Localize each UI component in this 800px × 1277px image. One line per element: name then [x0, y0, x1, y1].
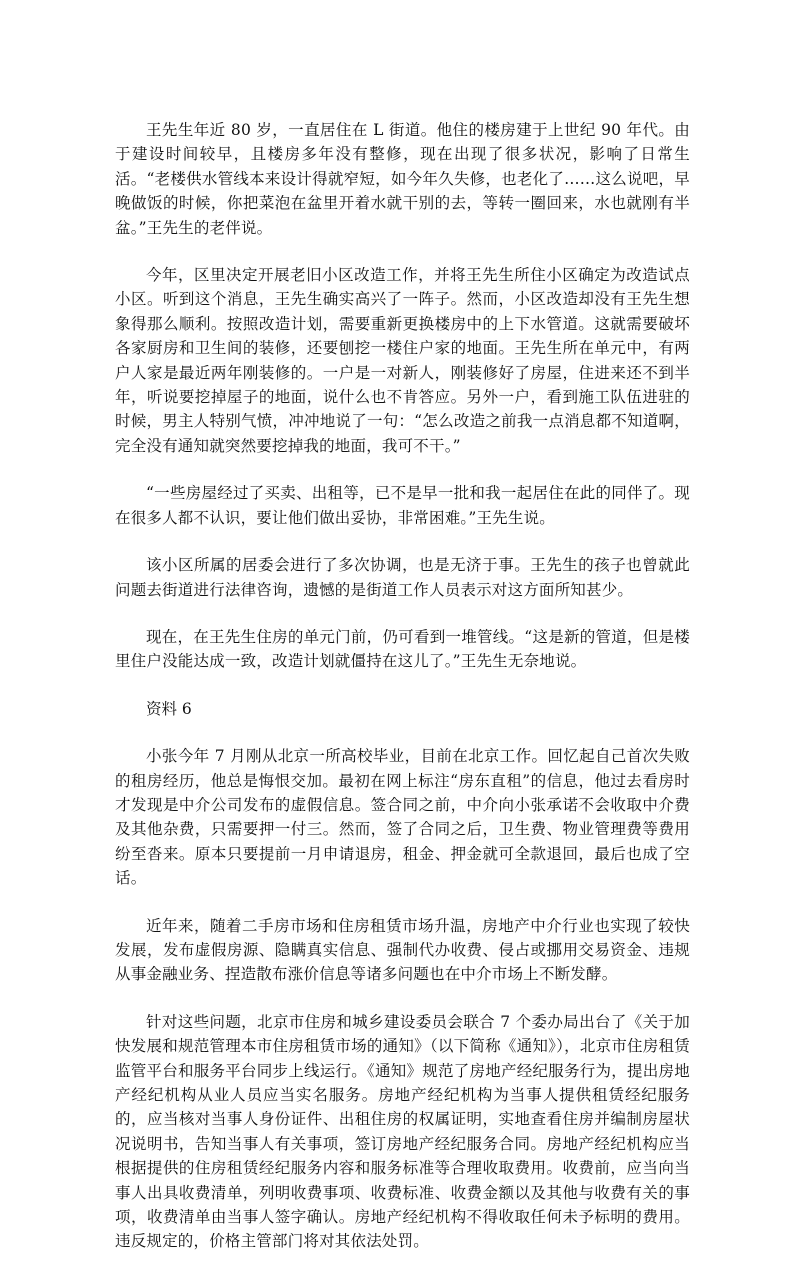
paragraph-5: 现在，在王先生住房的单元门前，仍可看到一堆管线。“这是新的管道，但是楼里住户没能达成一致，改造计划就僵持在这儿了。”王先生无奈地说。: [115, 627, 690, 671]
paragraph-1: 王先生年近 80 岁，一直居住在 L 街道。他住的楼房建于上世纪 90 年代。由于建设时间较早，且楼房多年没有整修，现在出现了很多状况，影响了日常生活。“老楼供水管线本来设计得就窄短，如今年久失修，也老化了……这么说吧，早晚做饭的时候，你把菜泡在盆里开着水就干别的去，等转一圈回来，水也就刚有半盆。”王先生的老伴说。: [115, 121, 690, 237]
paragraph-4: 该小区所属的居委会进行了多次协调，也是无济于事。王先生的孩子也曾就此问题去街道进行法律咨询，遗憾的是街道工作人员表示对这方面所知甚少。: [115, 556, 690, 599]
section-paragraph-3: 针对这些问题，北京市住房和城乡建设委员会联合 7 个委办局出台了《关于加快发展和规范管理本市住房租赁市场的通知》（以下简称《通知》），北京市住房租赁监管平台和服务平台同步上线运行。《通知》规范了房地产经纪服务行为，提出房地产经纪机构从业人员应当实名服务。房地产经纪机构为当事人提供租赁经纪服务的，应当核对当事人身份证件、出租住房的权属证明，实地查看住房并编制房屋状况说明书，告知当事人有关事项，签订房地产经纪服务合同。房地产经纪机构应当根据提供的住房租赁经纪服务内容和服务标准等合理收取费用。收费前，应当向当事人出具收费清单，列明收费事项、收费标准、收费金额以及其他与收费有关的事项，收费清单由当事人签字确认。房地产经纪机构不得收取任何未予标明的费用。违反规定的，价格主管部门将对其依法处罚。: [115, 1012, 690, 1251]
document-page: [115, 118, 690, 1277]
section-paragraph-2: 近年来，随着二手房市场和住房租赁市场升温，房地产中介行业也实现了较快发展，发布虚假房源、隐瞒真实信息、强制代办收费、侵占或挪用交易资金、违规从事金融业务、捏造散布涨价信息等诸多问题也在中介市场上不断发酵。: [115, 916, 690, 984]
section-paragraph-1: 小张今年 7 月刚从北京一所高校毕业，目前在北京工作。回忆起自己首次失败的租房经历，他总是悔恨交加。最初在网上标注“房东直租”的信息，他过去看房时才发现是中介公司发布的虚假信息。签合同之前，中介向小张承诺不会收取中介费及其他杂费，只需要押一付三。然而，签了合同之后，卫生费、物业管理费等费用纷至沓来。原本只要提前一月申请退房，租金、押金就可全款退回，最后也成了空话。: [115, 747, 690, 888]
paragraph-2: 今年，区里决定开展老旧小区改造工作，并将王先生所住小区确定为改造试点小区。听到这个消息，王先生确实高兴了一阵子。然而，小区改造却没有王先生想象得那么顺利。按照改造计划，需要重新更换楼房中的上下水管道。这就需要破坏各家厨房和卫生间的装修，还要刨挖一楼住户家的地面。王先生所在单元中，有两户人家是最近两年刚装修的。一户是一对新人，刚装修好了房屋，住进来还不到半年，听说要挖掉屋子的地面，说什么也不肯答应。另外一户，看到施工队伍进驻的时候，男主人特别气愤，冲冲地说了一句：“怎么改造之前我一点消息都不知道啊，完全没有通知就突然要挖掉我的地面，我可不干。”: [115, 266, 690, 455]
section-heading: 资料 6: [146, 699, 192, 718]
paragraph-3: “一些房屋经过了买卖、出租等，已不是早一批和我一起居住在此的同伴了。现在很多人都不认识，要让他们做出妥协，非常困难。”王先生说。: [115, 484, 690, 527]
